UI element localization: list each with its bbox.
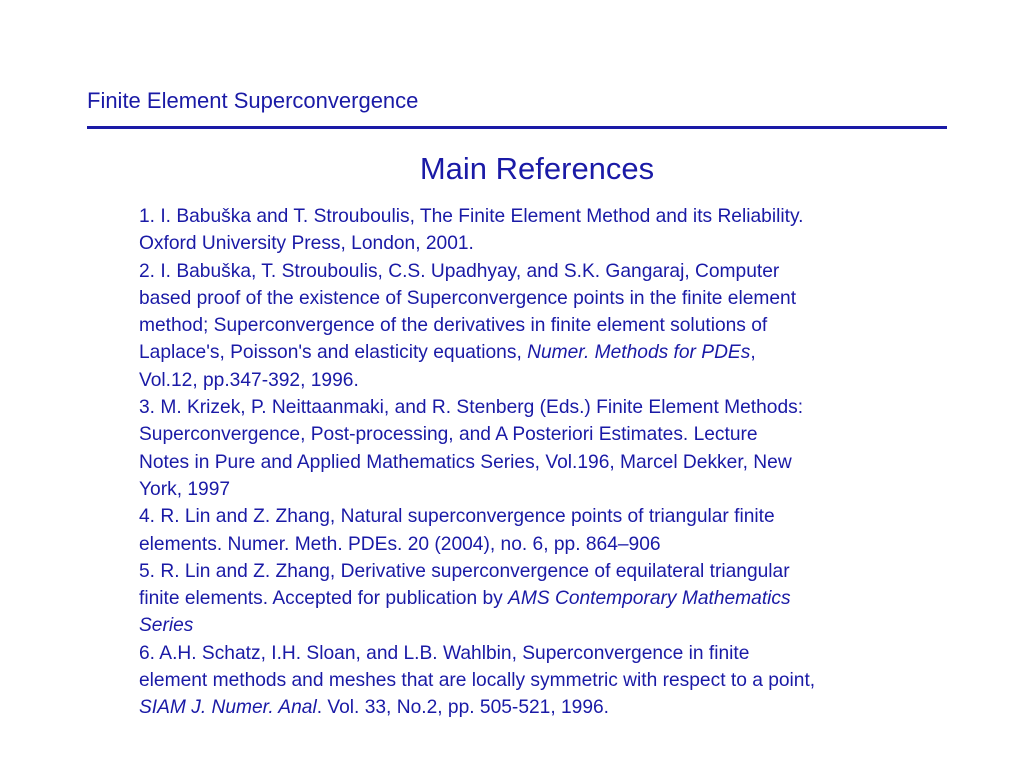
reference-6-line-3 bbox=[139, 694, 954, 721]
reference-2-journal: Numer. Methods for PDEs bbox=[527, 342, 751, 364]
reference-6-line-1: 6. A.H. Schatz, I.H. Sloan, and L.B. Wahlbin, Superconvergence in finite bbox=[139, 642, 750, 664]
reference-6-line-3-text: . Vol. 33, No.2, pp. 505-521, 1996. bbox=[316, 697, 610, 719]
reference-list bbox=[139, 203, 954, 722]
reference-2-line-2: based proof of the existence of Superconvergence points in the finite element bbox=[139, 287, 797, 309]
reference-5-line-3 bbox=[139, 612, 954, 639]
reference-1-line-2: Oxford University Press, London, 2001. bbox=[139, 233, 474, 255]
reference-5-journal-continued: Series bbox=[139, 615, 194, 637]
reference-3-line-4: York, 1997 bbox=[139, 478, 231, 500]
reference-1-line-1: 1. I. Babuška and T. Strouboulis, The Finite Element Method and its Reliability. bbox=[139, 206, 804, 227]
reference-2-line-4-punct: , bbox=[750, 342, 756, 364]
reference-4-line-1: 4. R. Lin and Z. Zhang, Natural superconvergence points of triangular finite bbox=[139, 506, 775, 528]
reference-2-line-5: Vol.12, pp.347-392, 1996. bbox=[139, 369, 359, 391]
reference-5-line-2 bbox=[139, 585, 954, 612]
reference-2-line-3: method; Superconvergence of the derivatives in finite element solutions of bbox=[139, 315, 768, 337]
reference-3-line-2: Superconvergence, Post-processing, and A Posteriori Estimates. Lecture bbox=[139, 424, 758, 446]
reference-6-journal: SIAM J. Numer. Anal bbox=[139, 697, 317, 719]
slide-header-title: Finite Element Superconvergence bbox=[87, 88, 419, 113]
reference-5-line-1: 5. R. Lin and Z. Zhang, Derivative superconvergence of equilateral triangular bbox=[139, 560, 790, 582]
reference-2-line-1: 2. I. Babuška, T. Strouboulis, C.S. Upadhyay, and S.K. Gangaraj, Computer bbox=[139, 260, 780, 282]
reference-3-line-3: Notes in Pure and Applied Mathematics Series, Vol.196, Marcel Dekker, New bbox=[139, 451, 792, 473]
header-divider bbox=[87, 126, 947, 129]
reference-3-line-1: 3. M. Krizek, P. Neittaanmaki, and R. Stenberg (Eds.) Finite Element Methods: bbox=[139, 397, 804, 419]
reference-2-line-4-text: Laplace's, Poisson's and elasticity equations, bbox=[139, 342, 528, 364]
page-title: Main References bbox=[419, 151, 655, 186]
reference-6-line-2: element methods and meshes that are locally symmetric with respect to a point, bbox=[139, 670, 816, 692]
reference-5-journal: AMS Contemporary Mathematics bbox=[508, 588, 791, 610]
reference-2-line-4 bbox=[139, 339, 954, 366]
reference-5-line-2-text: finite elements. Accepted for publication by bbox=[139, 588, 509, 610]
reference-4-line-2: elements. Numer. Meth. PDEs. 20 (2004), no. 6, pp. 864–906 bbox=[139, 533, 661, 555]
